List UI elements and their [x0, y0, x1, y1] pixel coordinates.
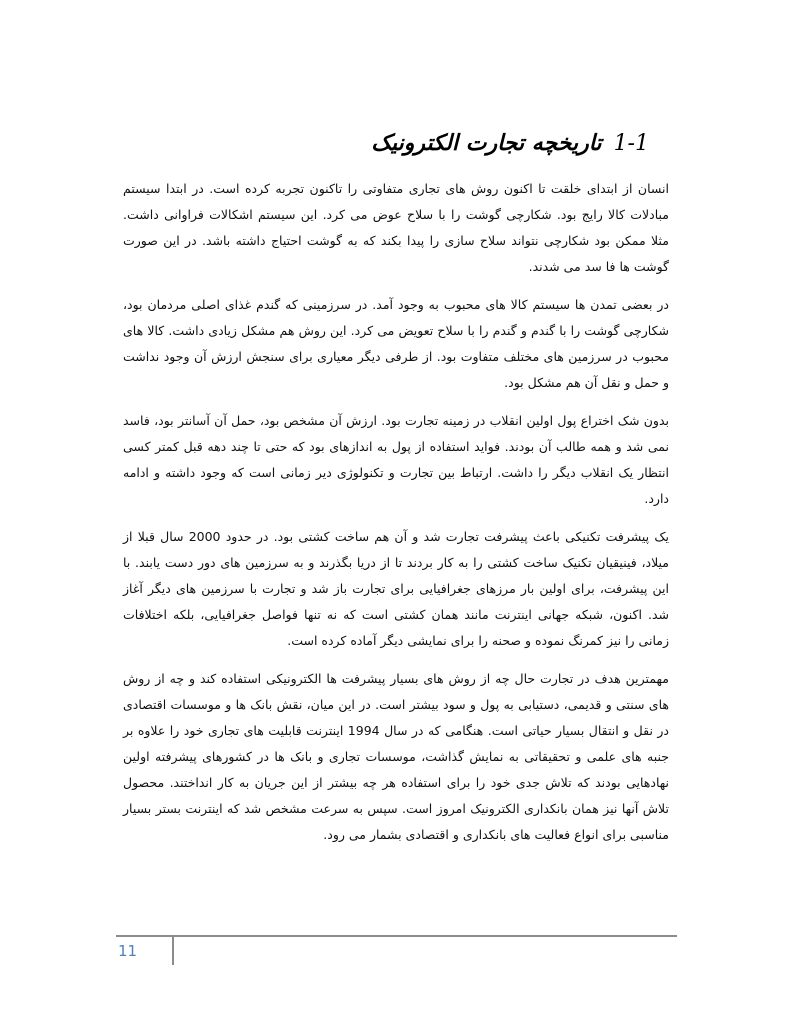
- paragraph-4: یک پیشرفت تکنیکی باعث پیشرفت تجارت شد و آن هم ساخت کشتی بود. در حدود 2000 سال قبلا از میلاد، فینیقیان تکنیک ساخت کشتی را به کار بردند تا از دریا بگذرند و به سرزمین های دور دست یابند. با این پیشرفت، برای اولین بار مرزهای جغرافیایی برای تجارت باز شد و تجارت با سرزمین های دیگر آغاز شد. اکنون، شبکه جهانی اینترنت مانند همان کشتی است که نه تنها فواصل جغرافیایی، بلکه اختلافات زمانی را نیز کمرنگ نموده و صحنه را برای نمایشی دیگر آماده کرده است.: [123, 529, 669, 648]
- paragraph-5: مهمترین هدف در تجارت حال چه از روش های بسیار پیشرفت ها الکترونیکی استفاده کند و چه از روش های سنتی و قدیمی، دستیابی به پول و سود بیشتر است. در این میان، نقش بانک ها و موسسات اقتصادی در نقل و انتقال بسیار حیاتی است. هنگامی که در سال 1994 اینترنت قابلیت های تجاری خود را علاوه بر جنبه های علمی و تحقیقاتی به نمایش گذاشت، موسسات تجاری و بانک ها در کشورهای پیشرفته اولین نهادهایی بودند که تلاش جدی خود را برای استفاده هر چه بیشتر از این جریان به کار انداختند. محصول تلاش آنها نیز همان بانکداری الکترونیک امروز است. سپس به سرعت مشخص شد که اینترنت بستر بسیار مناسبی برای انواع فعالیت های بانکداری و اقتصادی بشمار می رود.: [123, 671, 669, 842]
- footer-separator: [172, 937, 174, 965]
- paragraph-3: بدون شک اختراع پول اولین انقلاب در زمینه تجارت بود. ارزش آن مشخص بود، حمل آن آسانتر بود، فاسد نمی شد و همه طالب آن بودند. فواید استفاده از پول به اندازهای بود که حتی تا چند دهه قبل کمتر کسی انتظار یک انقلاب دیگر را داشت. ارتباط بین تجارت و تکنولوژی دیر زمانی است که وجود داشته و ادامه دارد.: [123, 413, 669, 506]
- section-title: تاریخچه تجارت الکترونیک: [371, 130, 602, 156]
- paragraph-2: در بعضی تمدن ها سیستم کالا های محبوب به وجود آمد. در سرزمینی که گندم غذای اصلی مردمان بود، شکارچی گوشت را با گندم و گندم را با سلاح تعویض می کرد. این روش هم مشکل زیادی داشت. کالا های محبوب در سرزمین های مختلف متفاوت بود. از طرفی دیگر معیاری برای سنجش ارزش آن وجود نداشت و حمل و نقل آن هم مشکل بود.: [123, 297, 669, 390]
- section-heading: [371, 130, 649, 156]
- body-text: [123, 176, 669, 860]
- page-number: 11: [118, 942, 138, 960]
- section-number: 1-1: [613, 131, 649, 156]
- footer-divider: [116, 935, 677, 937]
- paragraph-1: انسان از ابتدای خلقت تا اکنون روش های تجاری متفاوتی را تاکنون تجربه کرده است. در ابتدا سیستم مبادلات کالا رایج بود. شکارچی گوشت را با سلاح عوض می کرد. این سیستم اشکالات فراوانی داشت. مثلا ممکن بود شکارچی نتواند سلاح سازی را پیدا بکند که به گوشت احتیاج داشته باشد. در این صورت گوشت ها فا سد می شدند.: [123, 181, 669, 274]
